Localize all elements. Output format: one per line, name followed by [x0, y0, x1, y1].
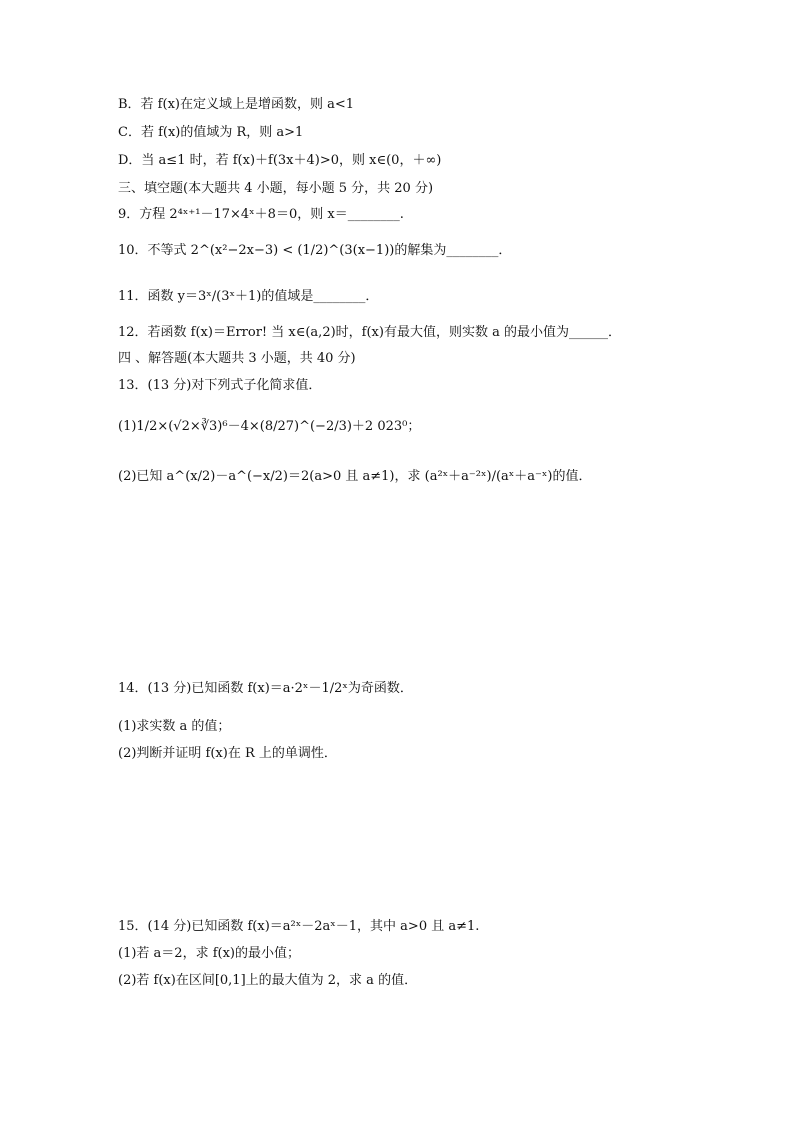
- question-15-part-1: (1)若 a＝2，求 f(x)的最小值；: [118, 946, 300, 961]
- section-answer-heading: 四 、解答题(本大题共 3 小题，共 40 分): [118, 351, 356, 366]
- section-fill-blank-heading: 三、填空题(本大题共 4 小题，每小题 5 分，共 20 分): [118, 181, 434, 196]
- question-11: 11．函数 y＝3ˣ/(3ˣ＋1)的值域是________．: [118, 289, 379, 304]
- question-14-part-1: (1)求实数 a 的值；: [118, 719, 231, 734]
- question-13-part-2: (2)已知 a^(x/2)－a^(−x/2)＝2(a>0 且 a≠1)，求 (a²ˣ＋a⁻²ˣ)/(aˣ＋a⁻ˣ)的值．: [118, 469, 592, 484]
- question-15: 15．(14 分)已知函数 f(x)＝a²ˣ－2aˣ－1，其中 a>0 且 a≠1.: [118, 919, 480, 934]
- question-12: 12．若函数 f(x)＝Error! 当 x∈(a,2)时，f(x)有最大值，则实数 a 的最小值为______．: [118, 325, 621, 340]
- question-15-part-2: (2)若 f(x)在区间[0,1]上的最大值为 2，求 a 的值．: [118, 973, 418, 988]
- question-9: 9．方程 2⁴ˣ⁺¹－17×4ˣ＋8＝0，则 x＝________.: [118, 207, 404, 222]
- question-14-part-2: (2)判断并证明 f(x)在 R 上的单调性．: [118, 746, 337, 761]
- question-14: 14．(13 分)已知函数 f(x)＝a·2ˣ－1/2ˣ为奇函数．: [118, 681, 413, 696]
- question-13-part-1: (1)1/2×(√2×∛3)⁶－4×(8/27)^(−2/3)＋2 023⁰；: [118, 419, 421, 434]
- option-c: C．若 f(x)的值域为 R，则 a>1: [118, 125, 304, 140]
- option-d: D．当 a≤1 时，若 f(x)＋f(3x＋4)>0，则 x∈(0，＋∞): [118, 153, 442, 168]
- question-10: 10．不等式 2^(x²−2x−3) < (1/2)^(3(x−1))的解集为________．: [118, 243, 512, 258]
- option-b: B．若 f(x)在定义域上是增函数，则 a<1: [118, 97, 355, 112]
- question-13: 13．(13 分)对下列式子化简求值．: [118, 378, 322, 393]
